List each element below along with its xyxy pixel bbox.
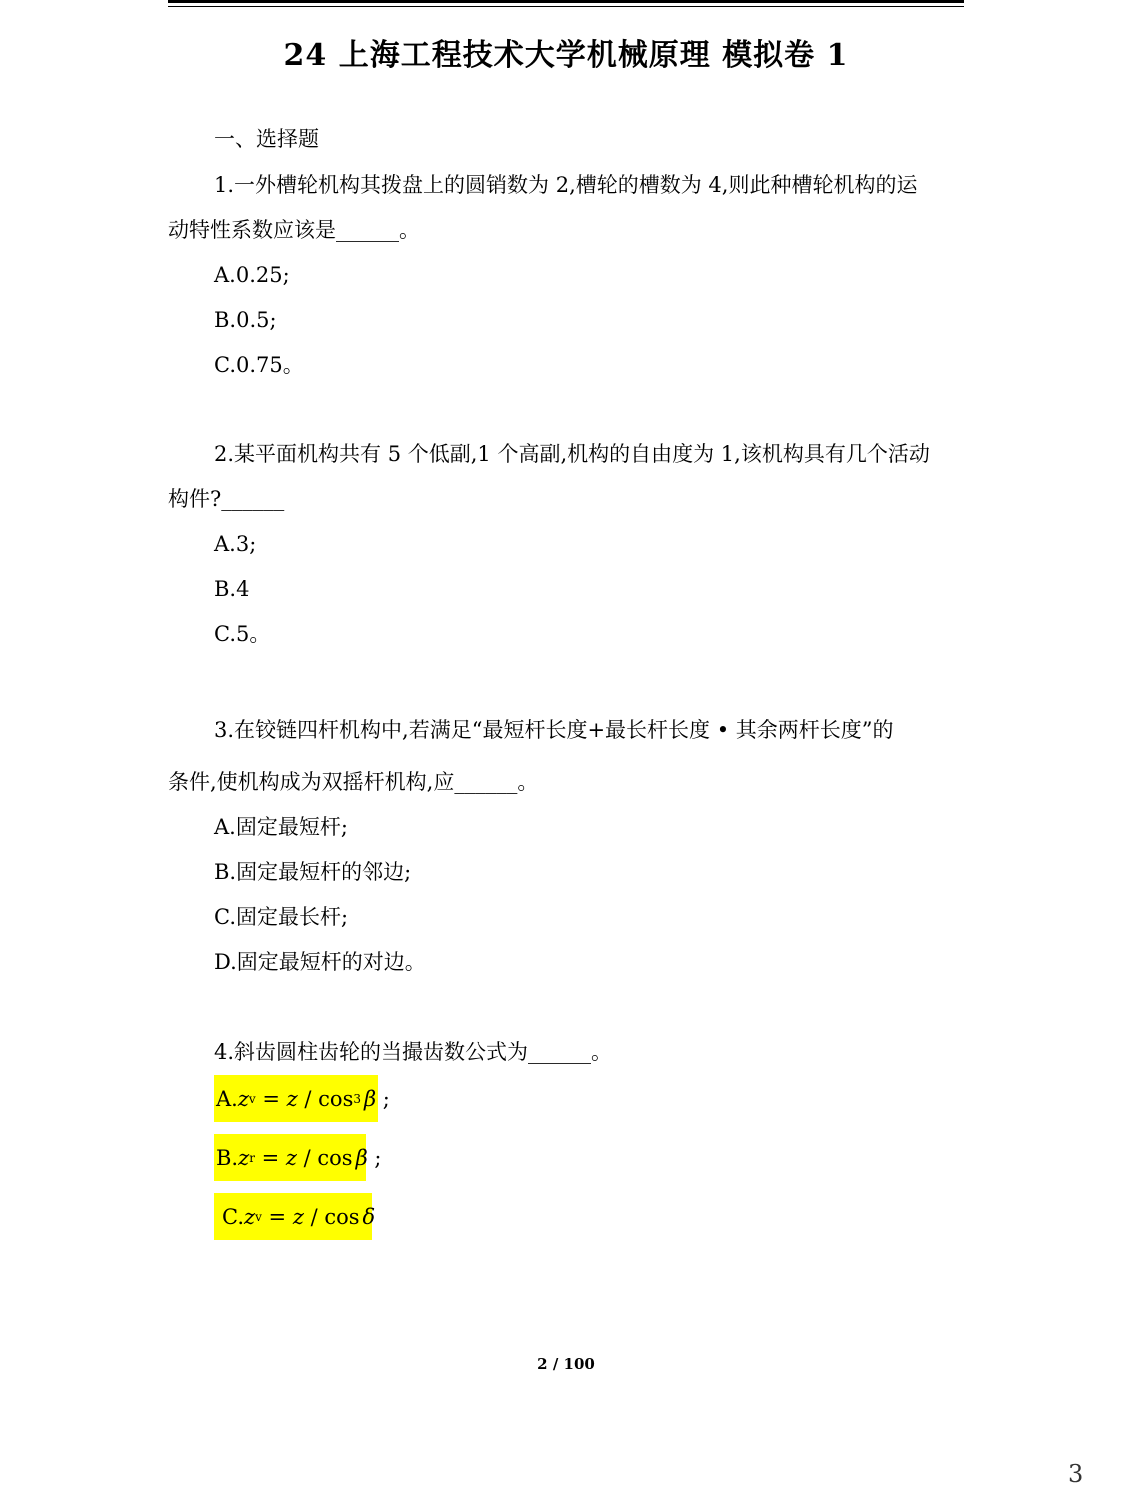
- q2-option-b: B.4: [214, 577, 250, 601]
- q1-option-c: C.0.75。: [214, 353, 304, 377]
- q4-option-a-z: z: [237, 1086, 249, 1111]
- q4-option-b-eq: =: [254, 1145, 286, 1170]
- header-rule-thin: [168, 6, 964, 7]
- q4-option-a-sup: 3: [353, 1091, 361, 1106]
- q1-option-a: A.0.25;: [214, 263, 290, 287]
- q2-line2: 构件?______: [168, 487, 285, 511]
- q3-line2: 条件,使机构成为双摇杆机构,应______。: [168, 770, 539, 794]
- q3-option-c: C.固定最长杆;: [214, 905, 349, 929]
- q4-option-c-prefix: C.: [222, 1204, 244, 1229]
- header-rule-thick: [168, 0, 964, 3]
- q4-option-a-cos: / cos: [297, 1086, 354, 1111]
- q4-option-c-sub: v: [255, 1209, 262, 1224]
- q4-option-c: [214, 1193, 376, 1240]
- page-footer: 2 / 100: [537, 1355, 595, 1373]
- q4-option-a-beta: β: [363, 1086, 377, 1111]
- q4-option-a-rhs: z: [286, 1086, 298, 1111]
- q4-option-c-eq: =: [261, 1204, 293, 1229]
- q4-option-b-sub: r: [249, 1150, 255, 1165]
- q2-option-a: A.3;: [214, 532, 257, 556]
- q1-line2: 动特性系数应该是______。: [168, 218, 420, 242]
- q4-option-c-rhs: z: [292, 1204, 304, 1229]
- q4-line1: 4.斜齿圆柱齿轮的当撮齿数公式为______。: [214, 1040, 613, 1064]
- q4-option-b: [214, 1134, 382, 1181]
- q4-option-b-cos: / cos: [296, 1145, 353, 1170]
- q3-option-a: A.固定最短杆;: [214, 815, 348, 839]
- q4-option-a: [214, 1075, 390, 1122]
- q3-option-b: B.固定最短杆的邻边;: [214, 860, 412, 884]
- page-title: 24 上海工程技术大学机械原理 模拟卷 1: [283, 38, 849, 73]
- q4-option-b-rhs: z: [285, 1145, 297, 1170]
- q3-option-d: D.固定最短杆的对边。: [214, 950, 426, 974]
- q4-option-c-z: z: [244, 1204, 256, 1229]
- q1-line1: 1.一外槽轮机构其拨盘上的圆销数为 2,槽轮的槽数为 4,则此种槽轮机构的运: [214, 173, 918, 197]
- q4-option-a-sub: v: [248, 1091, 256, 1106]
- q2-line1: 2.某平面机构共有 5 个低副,1 个高副,机构的自由度为 1,该机构具有几个活动: [214, 442, 930, 466]
- q4-option-a-prefix: A.: [216, 1086, 238, 1111]
- q4-option-b-z: z: [238, 1145, 250, 1170]
- q4-option-c-cos: / cos: [303, 1204, 360, 1229]
- q2-option-c: C.5。: [214, 622, 271, 646]
- q4-option-a-eq: =: [255, 1086, 287, 1111]
- page-number: 3: [1068, 1460, 1084, 1488]
- section-heading: 一、选择题: [214, 127, 319, 151]
- q4-option-c-delta: δ: [362, 1204, 376, 1229]
- q4-option-b-prefix: B.: [216, 1145, 239, 1170]
- q4-option-a-end: ;: [376, 1086, 390, 1111]
- q3-line1: 3.在铰链四杆机构中,若满足“最短杆长度+最长杆长度 • 其余两杆长度”的: [214, 718, 894, 742]
- q4-option-b-beta: β: [355, 1145, 368, 1170]
- q4-option-b-end: ;: [367, 1145, 382, 1170]
- q1-option-b: B.0.5;: [214, 308, 277, 332]
